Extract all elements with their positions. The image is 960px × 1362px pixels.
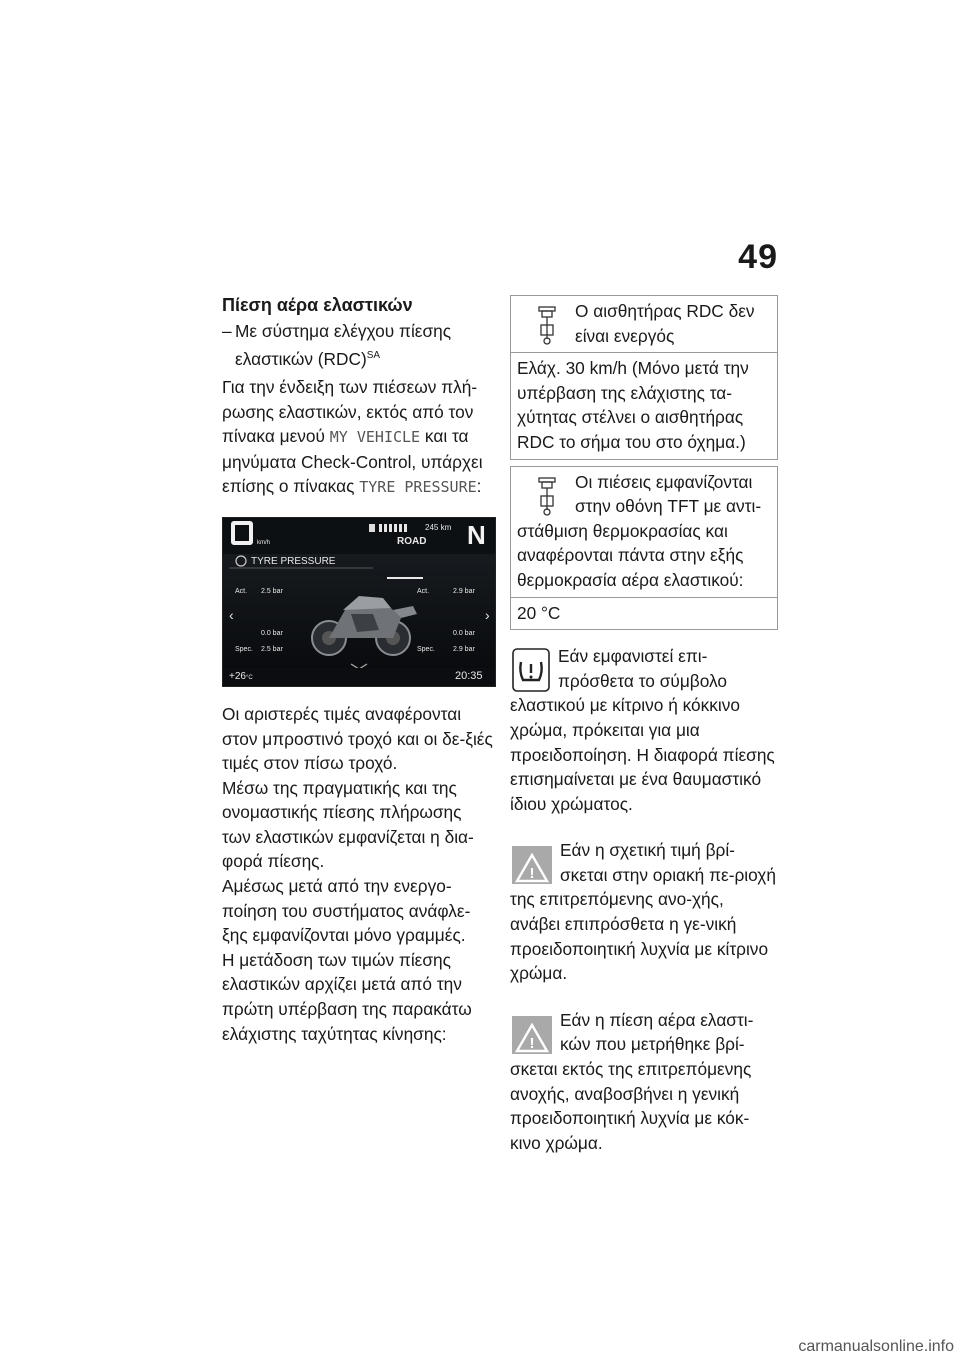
menu-code: MY VEHICLE <box>329 428 421 447</box>
warning-glyph: ! <box>529 1034 535 1052</box>
paragraph-front-rear: Οι αριστερές τιμές αναφέρονται στον μπροστινό τροχό και οι δε-ξιές τιμές στον πίσω τροχό. <box>222 703 493 774</box>
yellow-warning-text: Εάν η σχετική τιμή βρί-σκεται στην οριακή πε-ριοχή της επιτρεπόμενης ανο-χής, ανάβει επιπρόσθετα η γε-νική προειδοποιητική λυχνία με κίτρινο χρώμα. <box>510 840 776 984</box>
front-spec-value: 2.5 bar <box>261 645 283 653</box>
reference-temperature: 20 °C <box>517 602 561 623</box>
section-heading: Πίεση αέρα ελαστικών <box>222 295 413 315</box>
tyre-pressure-warning-icon <box>512 648 550 692</box>
arrow-left-icon: ‹ <box>229 606 234 623</box>
paragraph-dashes: Αμέσως μετά από την ενεργο-ποίηση του συστήματος ανάφλε-ξης εμφανίζονται μόνο γραμμές. <box>222 876 471 946</box>
warning-triangle-icon <box>512 1016 552 1054</box>
rear-spec-label: Spec. <box>417 645 435 653</box>
rdc-info-box-2 <box>510 466 778 631</box>
box2-title: Οι πιέσεις εμφανίζονται στην οθόνη TFT με αντι-στάθμιση θερμοκρασίας και αναφέρονται πάντα στην εξής θερμοκρασία αέρα ελαστικού: <box>517 471 762 590</box>
rdc-sensor-icon <box>527 472 567 518</box>
equipment-text: Με σύστημα ελέγχου πίεσης ελαστικών (RDC) <box>235 321 452 369</box>
riding-mode: ROAD <box>397 535 427 547</box>
intro-paragraph <box>222 375 494 500</box>
rear-act-value: 2.9 bar <box>453 587 475 595</box>
temp-value: +26 <box>229 670 246 682</box>
intro-text-b: και τα μηνύματα Check-Control, υπάρχει επίσης ο πίνακας <box>222 426 483 497</box>
left-column <box>222 293 494 1046</box>
tyre-pressure-title: TYRE PRESSURE <box>251 555 336 567</box>
intro-text-c: : <box>476 476 482 497</box>
box2-title-row <box>511 467 777 598</box>
range-value: 245 km <box>425 522 452 532</box>
speed-unit: km/h <box>257 539 271 546</box>
intro-text-a: Για την ένδειξη των πιέσεων πλή-ρωσης ελαστικών, εκτός από τον πίνακα μενού <box>222 376 478 447</box>
gear-indicator: N <box>467 519 486 550</box>
dash-bullet: – <box>222 321 232 341</box>
red-warning-note <box>510 1008 778 1156</box>
tyre-pressure-code: TYRE PRESSURE <box>359 478 477 497</box>
rear-diff-value: 0.0 bar <box>453 629 475 637</box>
sa-superscript: SA <box>366 349 381 361</box>
yellow-warning-note <box>510 838 778 986</box>
speed-digit-box <box>231 521 253 545</box>
box1-title-row <box>511 296 777 353</box>
equipment-line <box>222 319 494 371</box>
paragraph-transmission: Η μετάδοση των τιμών πίεσης ελαστικών αρχίζει μετά από την πρώτη υπέρβαση της παρακάτω ελάχιστης ταχύτητας κίνησης: <box>222 949 472 1044</box>
tyre-symbol-note <box>510 644 778 816</box>
right-column <box>510 295 778 1155</box>
box1-body: Ελάχ. 30 km/h (Μόνο μετά την υπέρβαση της ελάχιστης τα-χύτητας στέλνει ο αισθητήρας RDC το σήμα του στο όχημα.) <box>517 358 749 452</box>
rear-spec-value: 2.9 bar <box>453 645 475 653</box>
front-spec-label: Spec. <box>235 645 253 653</box>
rdc-info-box-1 <box>510 295 778 460</box>
rdc-sensor-icon <box>527 301 567 347</box>
temp-unit: °C <box>245 674 253 681</box>
box1-title: Ο αισθητήρας RDC δεν είναι ενεργός <box>575 301 755 346</box>
tyre-symbol-text: Εάν εμφανιστεί επι-πρόσθετα το σύμβολο ελαστικού με κίτρινο ή κόκκινο χρώμα, πρόκειται για μια προειδοποίηση. Η διαφορά πίεσης επισημαίνεται με ένα θαυμαστικό ίδιου χρώματος. <box>510 646 775 814</box>
red-warning-text: Εάν η πίεση αέρα ελαστι-κών που μετρήθηκε βρί-σκεται εκτός της επιτρεπόμενης ανοχής, αναβοσβήνει η γενική προειδοποιητική λυχνία με κόκ-κινο χρώμα. <box>510 1009 754 1153</box>
tft-display-image <box>222 517 496 687</box>
warning-glyph: ! <box>529 865 535 883</box>
warning-triangle-icon <box>512 846 552 884</box>
front-act-value: 2.5 bar <box>261 587 283 595</box>
footer-watermark[interactable]: carmanualsonline.info <box>798 1338 954 1355</box>
front-act-label: Act. <box>235 587 248 595</box>
rear-act-label: Act. <box>417 587 430 595</box>
front-diff-value: 0.0 bar <box>261 629 283 637</box>
box2-value-row <box>511 598 777 630</box>
page-number: 49 <box>738 238 778 276</box>
arrow-right-icon: › <box>485 606 490 623</box>
box1-body-row <box>511 353 777 458</box>
ambient-temperature <box>229 671 253 682</box>
paragraph-difference: Μέσω της πραγματικής και της ονομαστικής πίεσης πλήρωσης των ελαστικών εμφανίζεται η δια-φορά πίεσης. <box>222 777 474 872</box>
clock: 20:35 <box>455 669 483 682</box>
